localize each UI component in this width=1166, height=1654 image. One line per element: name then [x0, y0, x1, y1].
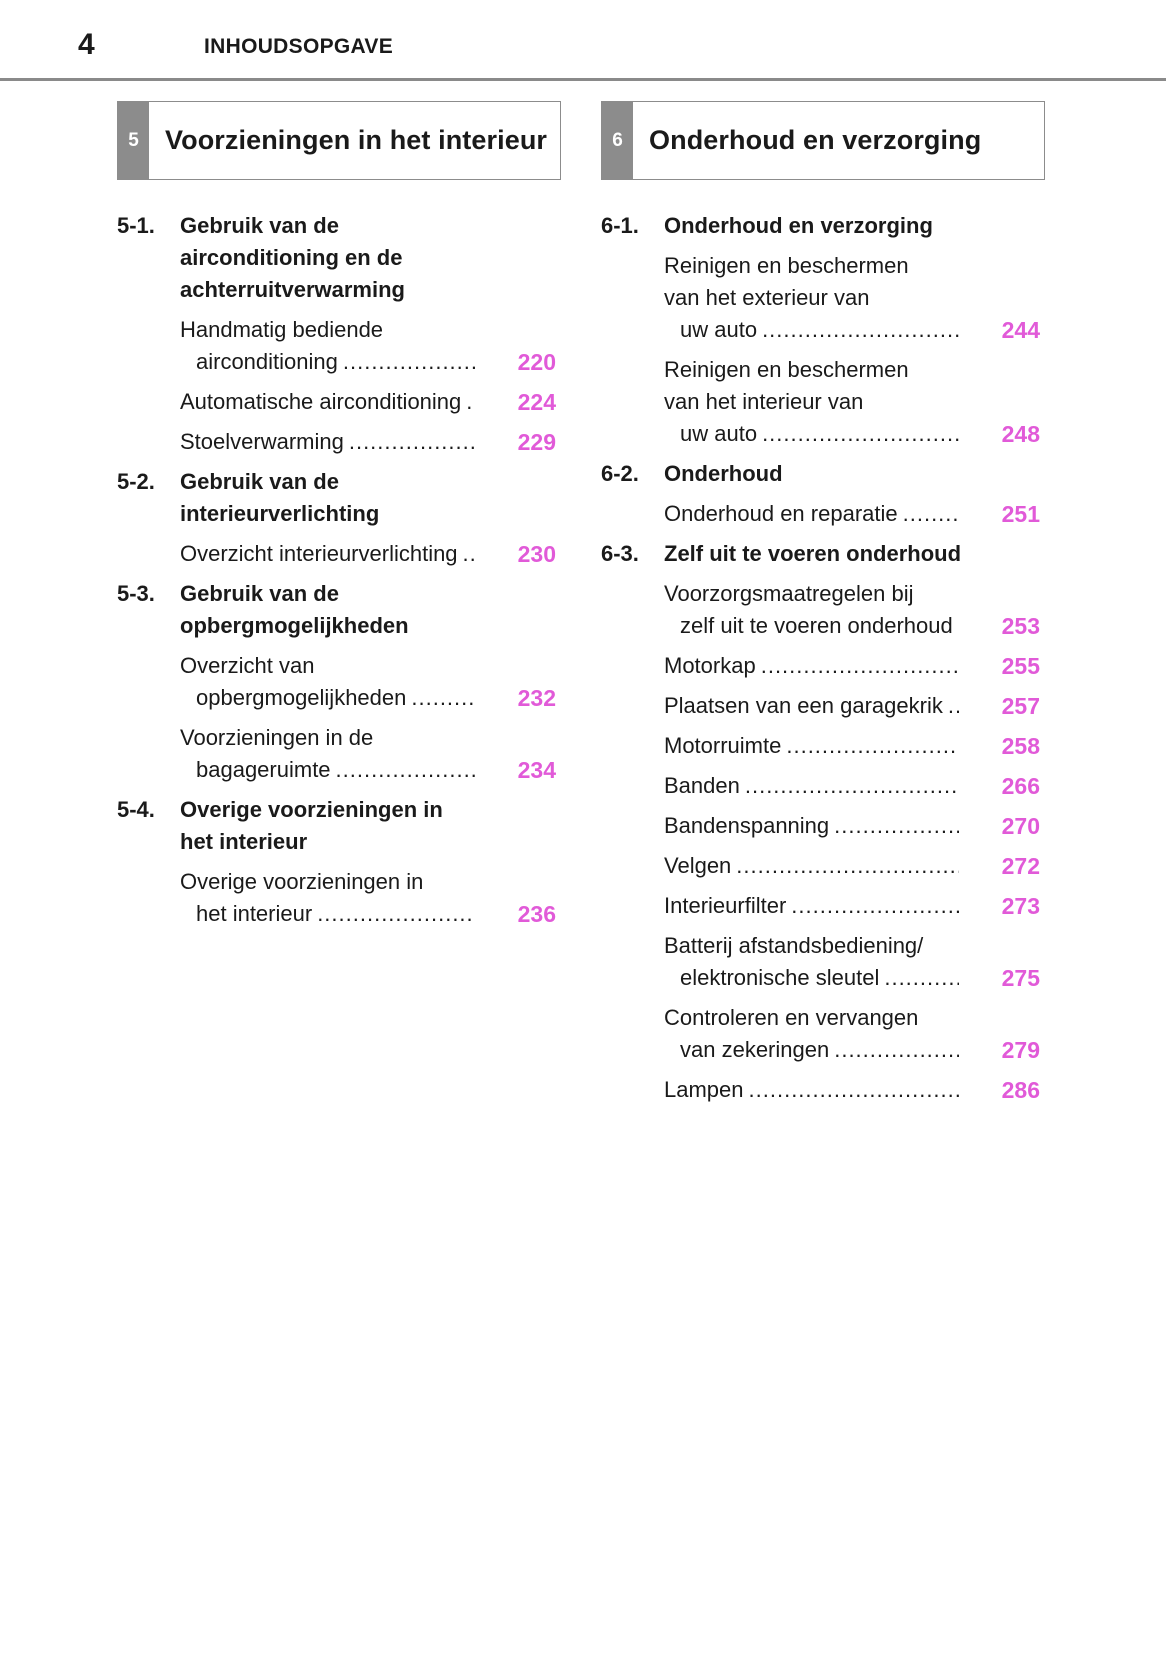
entry-title-line: het interieur: [196, 901, 313, 926]
entry-title-line: uw auto: [680, 421, 758, 446]
entry-title-line: Bandenspanning: [664, 813, 830, 838]
entry-title-line: Overzicht interieurverlichting: [180, 541, 458, 566]
entry-title-line: Reinigen en beschermen: [664, 357, 909, 382]
page-link[interactable]: 266: [1001, 773, 1040, 799]
page-link[interactable]: 279: [1001, 1037, 1040, 1063]
dot-leader: [317, 898, 475, 930]
entry-title-line: Handmatig bediende: [180, 317, 384, 342]
page-link[interactable]: 253: [1001, 613, 1040, 639]
dot-leader: [761, 650, 959, 682]
toc-entry[interactable]: [664, 1002, 1045, 1066]
page-number: 4: [78, 28, 95, 61]
chapter-number-tab: 5: [118, 102, 149, 179]
dot-leader: [834, 810, 959, 842]
toc-entry[interactable]: [664, 1074, 1045, 1106]
dot-leader: [903, 498, 959, 530]
entry-title-row: [664, 962, 959, 994]
entry-title-row: [664, 650, 959, 682]
dot-leader: [736, 850, 959, 882]
toc-entry[interactable]: [664, 930, 1045, 994]
header-title: INHOUDSOPGAVE: [204, 35, 394, 58]
section-title-line: opbergmogelijkheden: [180, 613, 409, 638]
dot-leader: [762, 314, 959, 346]
entry-title-line: Velgen: [664, 853, 732, 878]
section-title-line: achterruitverwarming: [180, 277, 405, 302]
entry-title-line: Plaatsen van een garagekrik: [664, 693, 943, 718]
toc-section: [117, 578, 561, 786]
entry-title-row: [664, 610, 959, 642]
section-title-line: Gebruik van de: [180, 581, 339, 606]
entry-title-line: airconditioning: [196, 349, 338, 374]
chapter-title: Onderhoud en verzorging: [649, 125, 982, 155]
entry-title-row: [664, 770, 959, 802]
entry-title-line: Lampen: [664, 1077, 744, 1102]
entry-title-row: [664, 1034, 959, 1066]
page-link[interactable]: 272: [1001, 853, 1040, 879]
chapter-title: Voorzieningen in het interieur: [165, 125, 548, 155]
toc-entry[interactable]: [664, 650, 1045, 682]
section-number: 6-3.: [601, 541, 639, 566]
entry-title-row: [180, 426, 475, 458]
page-link[interactable]: 286: [1001, 1077, 1040, 1103]
entry-title-line: Automatische airconditioning: [180, 389, 462, 414]
toc-entry[interactable]: [664, 690, 1045, 722]
section-number: 5-1.: [117, 213, 155, 238]
toc-entry[interactable]: [180, 386, 561, 418]
page-link[interactable]: 244: [1001, 317, 1040, 343]
page-link[interactable]: 232: [517, 685, 556, 711]
entry-title-row: [180, 898, 475, 930]
dot-leader: [791, 890, 959, 922]
page-link[interactable]: 273: [1001, 893, 1040, 919]
toc-section: [117, 466, 561, 570]
entry-title-line: Motorkap: [664, 653, 756, 678]
entry-title-line: Onderhoud en reparatie: [664, 501, 898, 526]
entry-title-row: [664, 850, 959, 882]
entry-title-line: uw auto: [680, 317, 758, 342]
entry-title-line: Batterij afstandsbediening/: [664, 933, 924, 958]
toc-section: [601, 538, 1045, 1106]
toc-entry[interactable]: [664, 810, 1045, 842]
dot-leader: [466, 386, 475, 418]
entry-title-line: Overzicht van: [180, 653, 315, 678]
chapter-header: [601, 101, 1045, 180]
toc-entry[interactable]: [664, 250, 1045, 346]
entry-title-row: [664, 314, 959, 346]
section-title-line: Onderhoud en verzorging: [664, 213, 933, 238]
toc-section: [601, 458, 1045, 530]
section-title-line: Gebruik van de: [180, 469, 339, 494]
section-title-line: Onderhoud: [664, 461, 783, 486]
toc-entry[interactable]: [664, 578, 1045, 642]
entry-title-row: [664, 690, 959, 722]
dot-leader: [762, 418, 959, 450]
entry-title-row: [664, 810, 959, 842]
entry-title-line: Banden: [664, 773, 740, 798]
entry-title-row: [180, 754, 475, 786]
entry-title-line: Interieurfilter: [664, 893, 787, 918]
entry-title-line: Motorruimte: [664, 733, 782, 758]
toc-entry[interactable]: [180, 722, 561, 786]
toc-list: [117, 210, 561, 930]
page-link[interactable]: 248: [1001, 421, 1040, 447]
section-number: 5-2.: [117, 469, 155, 494]
toc-entry[interactable]: [180, 314, 561, 378]
toc-section: [601, 210, 1045, 450]
page-link[interactable]: 255: [1001, 653, 1040, 679]
dot-leader: [463, 538, 475, 570]
entry-title-row: [180, 682, 475, 714]
dot-leader: [958, 610, 959, 642]
page-link[interactable]: 258: [1001, 733, 1040, 759]
entry-title-line: opbergmogelijkheden: [196, 685, 407, 710]
entry-title-line: Stoelverwarming: [180, 429, 344, 454]
toc-column-left: [117, 101, 561, 930]
toc-entry[interactable]: [180, 650, 561, 714]
page-link[interactable]: 257: [1001, 693, 1040, 719]
entry-title-row: [664, 418, 959, 450]
page-link[interactable]: 224: [517, 389, 556, 415]
dot-leader: [948, 690, 959, 722]
toc-entry[interactable]: [180, 538, 561, 570]
entry-title-line: Voorzorgsmaatregelen bij: [664, 581, 914, 606]
entry-title-line: Controleren en vervangen: [664, 1005, 919, 1030]
entry-title-line: Reinigen en beschermen: [664, 253, 909, 278]
entry-title-row: [664, 890, 959, 922]
toc-entry[interactable]: [664, 730, 1045, 762]
entry-title-line: bagageruimte: [196, 757, 331, 782]
dot-leader: [336, 754, 475, 786]
section-title-line: airconditioning en de: [180, 245, 403, 270]
dot-leader: [884, 962, 959, 994]
page-link[interactable]: 229: [517, 429, 556, 455]
toc-list: [601, 210, 1045, 1106]
toc-entry[interactable]: [180, 426, 561, 458]
toc-entry[interactable]: [664, 850, 1045, 882]
page-link[interactable]: 234: [517, 757, 556, 783]
page-link[interactable]: 270: [1001, 813, 1040, 839]
dot-leader: [745, 770, 959, 802]
section-title-line: Overige voorzieningen in: [180, 797, 443, 822]
section-title-line: Gebruik van de: [180, 213, 339, 238]
page-link[interactable]: 251: [1001, 501, 1040, 527]
toc-section: [117, 794, 561, 930]
entry-title-line: van het interieur van: [664, 389, 864, 414]
toc-section: [117, 210, 561, 458]
entry-title-row: [664, 1074, 959, 1106]
dot-leader: [834, 1034, 959, 1066]
section-title-line: Zelf uit te voeren onderhoud: [664, 541, 962, 566]
section-title-line: het interieur: [180, 829, 308, 854]
entry-title-row: [180, 386, 475, 418]
entry-title-line: van zekeringen: [680, 1037, 830, 1062]
entry-title-row: [180, 346, 475, 378]
chapter-number-tab: 6: [602, 102, 633, 179]
dot-leader: [349, 426, 475, 458]
header-divider: [0, 78, 1166, 81]
entry-title-line: van het exterieur van: [664, 285, 870, 310]
page-link[interactable]: 220: [517, 349, 556, 375]
entry-title-row: [664, 498, 959, 530]
dot-leader: [749, 1074, 959, 1106]
dot-leader: [343, 346, 475, 378]
entry-title-row: [664, 730, 959, 762]
section-title-line: interieurverlichting: [180, 501, 380, 526]
toc-column-right: [601, 101, 1045, 1106]
toc-entry[interactable]: [664, 498, 1045, 530]
page-link[interactable]: 230: [517, 541, 556, 567]
entry-title-line: Overige voorzieningen in: [180, 869, 424, 894]
section-number: 6-1.: [601, 213, 639, 238]
toc-entry[interactable]: [180, 866, 561, 930]
toc-entry[interactable]: [664, 770, 1045, 802]
entry-title-line: elektronische sleutel: [680, 965, 880, 990]
toc-entry[interactable]: [664, 890, 1045, 922]
page-link[interactable]: 236: [517, 901, 556, 927]
chapter-header: [117, 101, 561, 180]
entry-title-line: Voorzieningen in de: [180, 725, 374, 750]
toc-entry[interactable]: [664, 354, 1045, 450]
page-link[interactable]: 275: [1001, 965, 1040, 991]
page-header: [0, 0, 1166, 82]
section-number: 6-2.: [601, 461, 639, 486]
dot-leader: [786, 730, 959, 762]
entry-title-line: zelf uit te voeren onderhoud: [680, 613, 953, 638]
section-number: 5-3.: [117, 581, 155, 606]
entry-title-row: [180, 538, 475, 570]
dot-leader: [411, 682, 475, 714]
section-number: 5-4.: [117, 797, 155, 822]
